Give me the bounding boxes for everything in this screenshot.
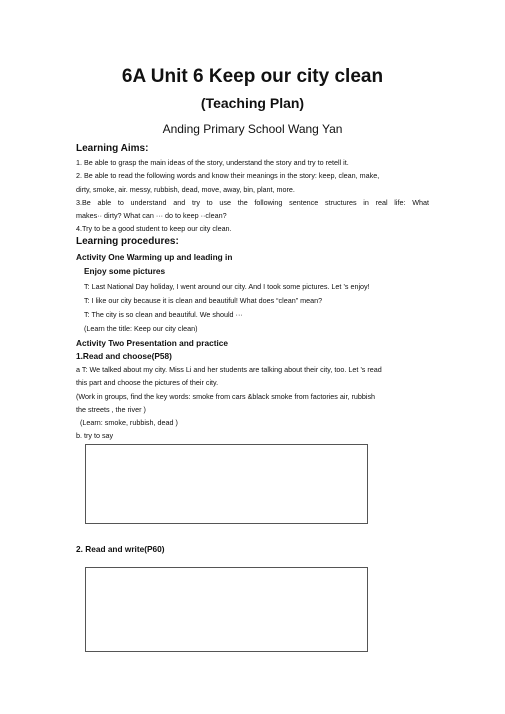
aim-item-2b: dirty, smoke, air. messy, rubbish, dead, move, away, bin, plant, more. (76, 185, 295, 194)
learn-words-note: (Learn: smoke, rubbish, dead ) (80, 418, 178, 427)
aim-item-3a: 3.Be able to understand and try to use the following sentence structures in real life: What (76, 198, 429, 207)
aim-item-2a: 2. Be able to read the following words and know their meanings in the story: keep, clean, make, (76, 171, 380, 180)
activity-two-heading: Activity Two Presentation and practice (76, 338, 228, 348)
activity-a-line-2: this part and choose the pictures of their city. (76, 378, 219, 387)
teacher-line-1: T: Last National Day holiday, I went around our city. And I took some pictures. Let ’s enjoy! (84, 282, 370, 291)
learning-aims-heading: Learning Aims: (76, 143, 149, 154)
activity-a-line-1: a T: We talked about my city. Miss Li and her students are talking about their city, too. Let ’s read (76, 365, 382, 374)
aim-item-4: 4.Try to be a good student to keep our city clean. (76, 224, 232, 233)
read-and-choose-heading: 1.Read and choose(P58) (76, 351, 172, 361)
learn-title-note: (Learn the title: Keep our city clean) (84, 324, 198, 333)
learning-procedures-heading: Learning procedures: (76, 236, 179, 247)
try-to-say-box (85, 444, 368, 524)
activity-one-heading: Activity One Warming up and leading in (76, 252, 233, 262)
aim-item-1: 1. Be able to grasp the main ideas of the story, understand the story and try to retell it. (76, 158, 349, 167)
group-work-line-1: (Work in groups, find the key words: smoke from cars &black smoke from factories air, rubbish (76, 392, 376, 401)
school-author-line: Anding Primary School Wang Yan (162, 122, 343, 136)
read-and-write-box (85, 567, 368, 652)
page-subtitle: (Teaching Plan) (200, 95, 305, 111)
group-work-line-2: the streets , the river ) (76, 405, 146, 414)
enjoy-pictures-heading: Enjoy some pictures (84, 266, 166, 276)
teacher-line-2: T: I like our city because it is clean and beautiful! What does “clean” mean? (84, 296, 323, 305)
page-title: 6A Unit 6 Keep our city clean (121, 66, 384, 87)
try-to-say-label: b. try to say (76, 431, 114, 440)
read-and-write-heading: 2. Read and write(P60) (76, 544, 165, 554)
teacher-line-3: T: The city is so clean and beautiful. We should ··· (84, 310, 243, 319)
aim-item-3b: makes·· dirty? What can ··· do to keep ··clean? (76, 211, 227, 220)
